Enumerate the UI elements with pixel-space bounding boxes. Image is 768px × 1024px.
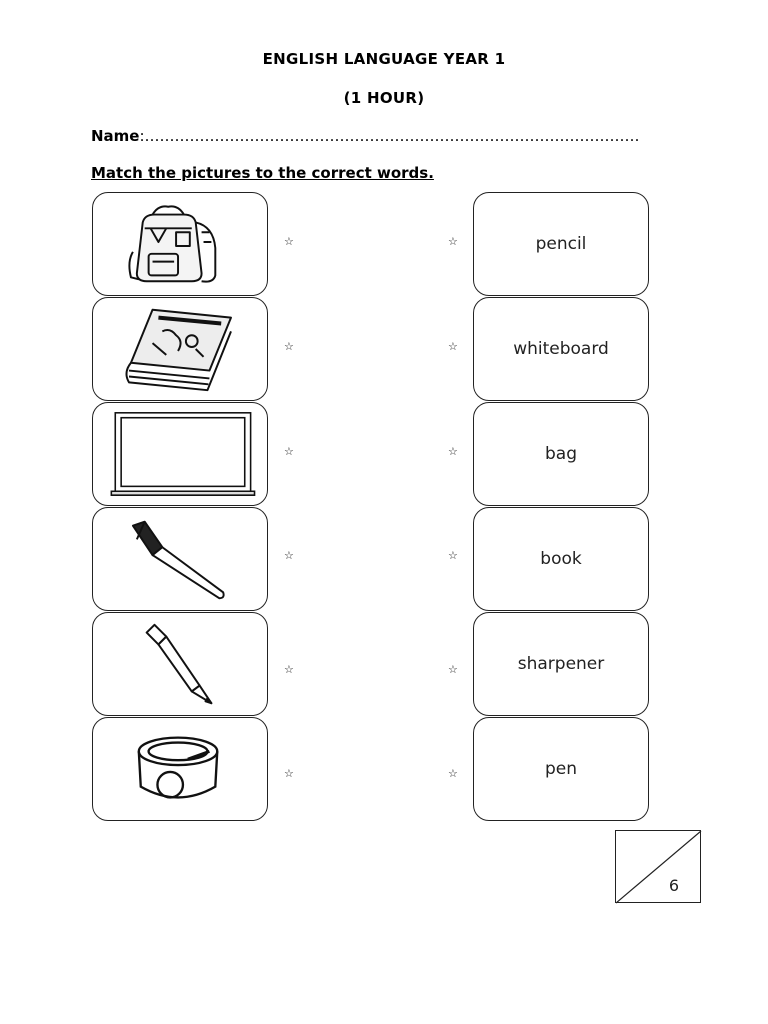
bag-icon: [93, 193, 267, 295]
match-dot-left-5[interactable]: ☆: [284, 663, 294, 676]
match-dot-right-1[interactable]: ☆: [448, 235, 458, 248]
duration-label: (1 HOUR): [343, 89, 425, 107]
picture-box-sharpener[interactable]: [92, 717, 268, 821]
worksheet-title: ENGLISH LANGUAGE YEAR 1: [262, 50, 506, 68]
book-icon: [93, 298, 267, 400]
name-label: Name: [91, 127, 140, 145]
name-dotted-line: :………………………………………………………………………………………: [139, 127, 640, 145]
score-total: 6: [668, 876, 679, 895]
picture-box-bag[interactable]: [92, 192, 268, 296]
whiteboard-icon: [93, 403, 267, 505]
match-dot-left-4[interactable]: ☆: [284, 549, 294, 562]
pen-icon: [93, 508, 267, 610]
score-box: [615, 830, 701, 903]
pencil-icon: [93, 613, 267, 715]
instruction-text: Match the pictures to the correct words.: [91, 164, 434, 182]
picture-box-pen[interactable]: [92, 507, 268, 611]
word-box-pencil[interactable]: pencil: [473, 192, 649, 296]
picture-box-pencil[interactable]: [92, 612, 268, 716]
word-box-sharpener[interactable]: sharpener: [473, 612, 649, 716]
word-box-book[interactable]: book: [473, 507, 649, 611]
match-dot-left-3[interactable]: ☆: [284, 445, 294, 458]
word-box-bag[interactable]: bag: [473, 402, 649, 506]
match-dot-left-2[interactable]: ☆: [284, 340, 294, 353]
match-dot-right-5[interactable]: ☆: [448, 663, 458, 676]
word-box-pen[interactable]: pen: [473, 717, 649, 821]
match-dot-left-6[interactable]: ☆: [284, 767, 294, 780]
score-divider-line: [616, 831, 702, 904]
picture-box-whiteboard[interactable]: [92, 402, 268, 506]
match-dot-left-1[interactable]: ☆: [284, 235, 294, 248]
match-dot-right-3[interactable]: ☆: [448, 445, 458, 458]
word-box-whiteboard[interactable]: whiteboard: [473, 297, 649, 401]
name-field[interactable]: [91, 127, 640, 145]
picture-box-book[interactable]: [92, 297, 268, 401]
match-dot-right-4[interactable]: ☆: [448, 549, 458, 562]
sharpener-icon: [93, 718, 267, 820]
match-dot-right-2[interactable]: ☆: [448, 340, 458, 353]
match-dot-right-6[interactable]: ☆: [448, 767, 458, 780]
